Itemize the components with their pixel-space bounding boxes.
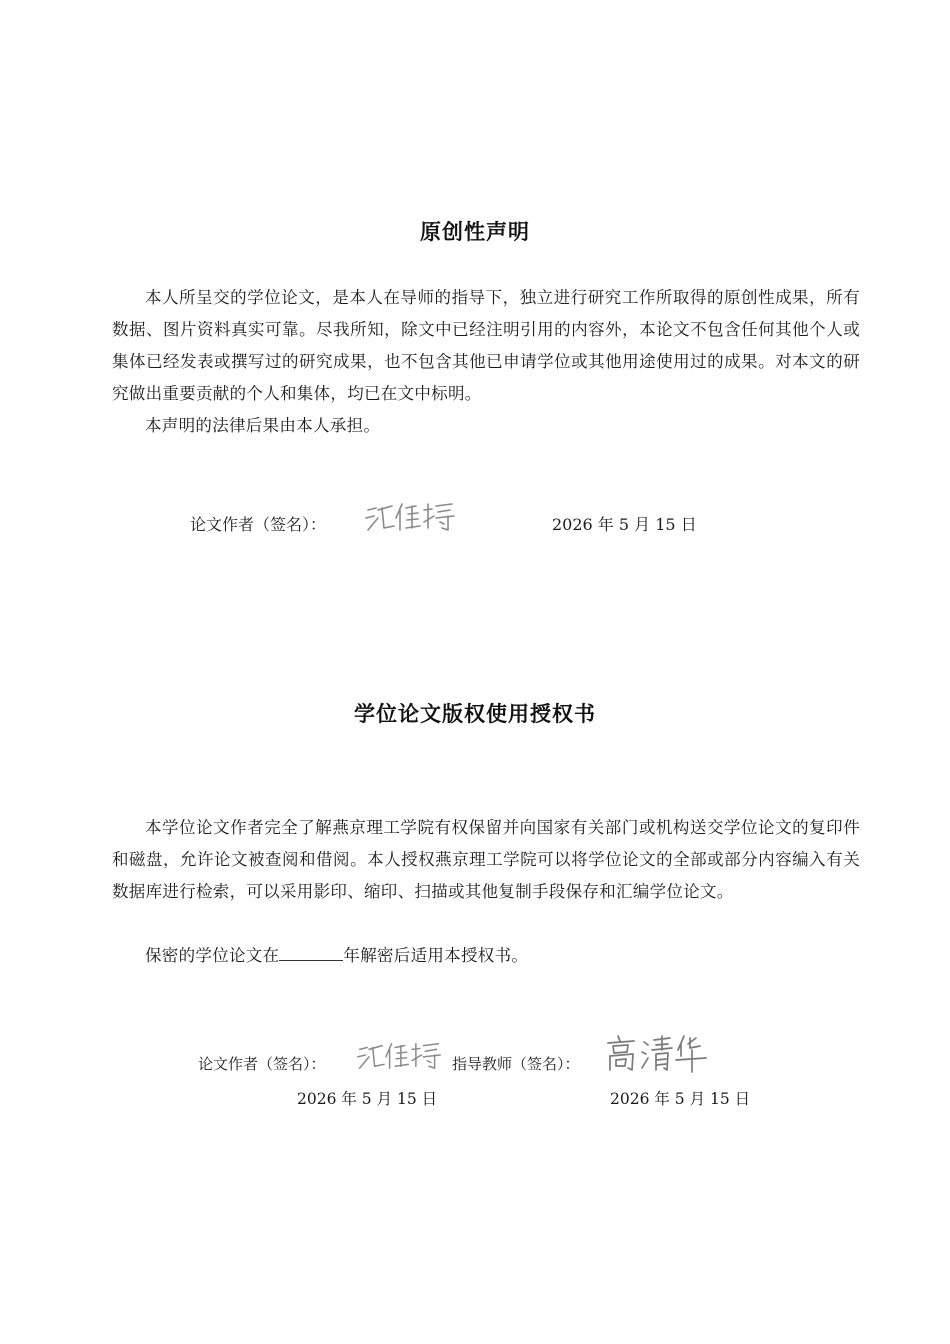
declaration-paragraph-2: 本声明的法律后果由本人承担。 — [145, 416, 381, 435]
declaration-paragraph-1: 本人所呈交的学位论文，是本人在导师的指导下，独立进行研究工作所取得的原创性成果，所有数据、图片资料真实可靠。尽我所知，除文中已经注明引用的内容外，本论文不包含任何其他个人或集体已经发表或撰写过的研究成果，也不包含其他已申请学位或其他用途使用过的成果。对本文的研究做出重要贡献的个人和集体，均已在文中标明。 — [112, 288, 860, 403]
authorization-author-signature — [354, 1036, 444, 1074]
declaration-author-label: 论文作者（签名）： — [190, 515, 327, 534]
declaration-date: 2026 年 5 月 15 日 — [552, 515, 697, 534]
authorization-author-date: 2026 年 5 月 15 日 — [297, 1090, 438, 1108]
declaration-author-signature — [362, 496, 458, 536]
authorization-advisor-label: 指导教师（签名）： — [452, 1055, 580, 1073]
authorization-advisor-date: 2026 年 5 月 15 日 — [610, 1090, 751, 1108]
authorization-paragraph-1: 本学位论文作者完全了解燕京理工学院有权保留并向国家有关部门或机构送交学位论文的复印件和磁盘，允许论文被查阅和借阅。本人授权燕京理工学院可以将学位论文的全部或部分内容编入有关数据库进行检索，可以采用影印、缩印、扫描或其他复制手段保存和汇编学位论文。 — [112, 818, 860, 901]
authorization-paragraph-2 — [112, 940, 860, 972]
authorization-title: 学位论文版权使用授权书 — [354, 702, 596, 726]
authorization-paragraph-2-suffix: 年解密后适用本授权书。 — [343, 946, 529, 965]
authorization-advisor-signature — [604, 1032, 708, 1074]
authorization-author-label: 论文作者（签名）： — [198, 1055, 326, 1073]
declaration-title: 原创性声明 — [420, 220, 530, 244]
authorization-paragraph-2-prefix: 保密的学位论文在 — [145, 946, 280, 965]
confidential-years-blank — [279, 946, 343, 961]
